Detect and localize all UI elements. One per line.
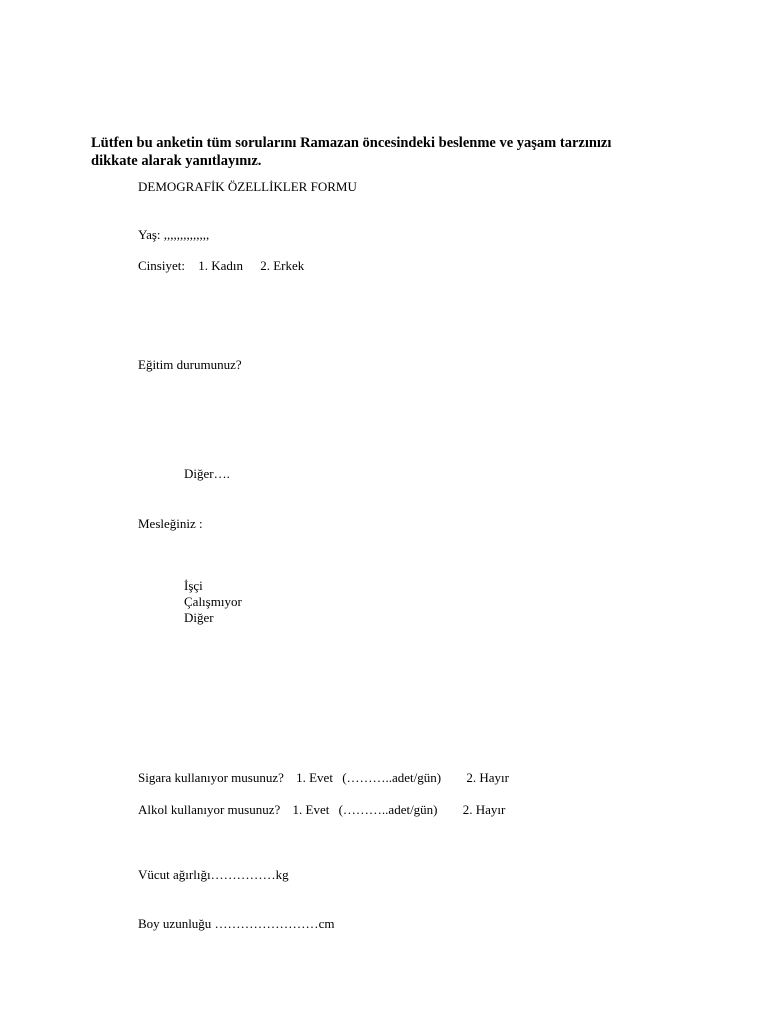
alcohol-option-yes[interactable]: 1. Evet [292, 802, 330, 817]
weight-row [138, 867, 289, 883]
height-field[interactable]: Boy uzunluğu …………………… [138, 916, 319, 931]
occupation-option-other[interactable]: Diğer [184, 610, 214, 625]
weight-unit: kg [275, 867, 289, 882]
education-question: Eğitim durumunuz? [138, 357, 242, 372]
gender-option-male[interactable]: 2. Erkek [260, 258, 305, 273]
age-blank[interactable]: ,,,,,,,,,,,,,, [163, 227, 210, 242]
height-row [138, 916, 334, 932]
alcohol-amount-field[interactable]: (………..adet/gün) [338, 802, 438, 817]
height-unit: cm [318, 916, 335, 931]
alcohol-question: Alkol kullanıyor musunuz? [138, 802, 281, 817]
gender-option-female[interactable]: 1. Kadın [198, 258, 243, 273]
education-option-other[interactable]: Diğer…. [184, 466, 230, 481]
gender-label: Cinsiyet: [138, 258, 185, 273]
smoking-row [138, 770, 509, 786]
smoking-option-yes[interactable]: 1. Evet [296, 770, 333, 785]
age-label: Yaş: [138, 227, 161, 242]
occupation-option-unemployed[interactable]: Çalışmıyor [184, 594, 242, 609]
alcohol-option-no[interactable]: 2. Hayır [462, 802, 506, 817]
smoking-option-no[interactable]: 2. Hayır [466, 770, 509, 785]
smoking-amount-field[interactable]: (………..adet/gün) [342, 770, 442, 785]
intro-text [91, 134, 711, 170]
alcohol-row [138, 802, 505, 818]
gender-row [138, 258, 304, 274]
age-row [138, 227, 209, 243]
occupation-question: Mesleğiniz : [138, 516, 203, 531]
occupation-option-worker[interactable]: İşçi [184, 578, 203, 593]
form-title: DEMOGRAFİK ÖZELLİKLER FORMU [138, 179, 357, 194]
smoking-question: Sigara kullanıyor musunuz? [138, 770, 284, 785]
weight-field[interactable]: Vücut ağırlığı…………… [138, 867, 276, 882]
intro-line-2: dikkate alarak yanıtlayınız. [91, 153, 262, 169]
intro-line-1: Lütfen bu anketin tüm sorularını Ramazan öncesindeki beslenme ve yaşam tarzınızı [91, 135, 612, 151]
